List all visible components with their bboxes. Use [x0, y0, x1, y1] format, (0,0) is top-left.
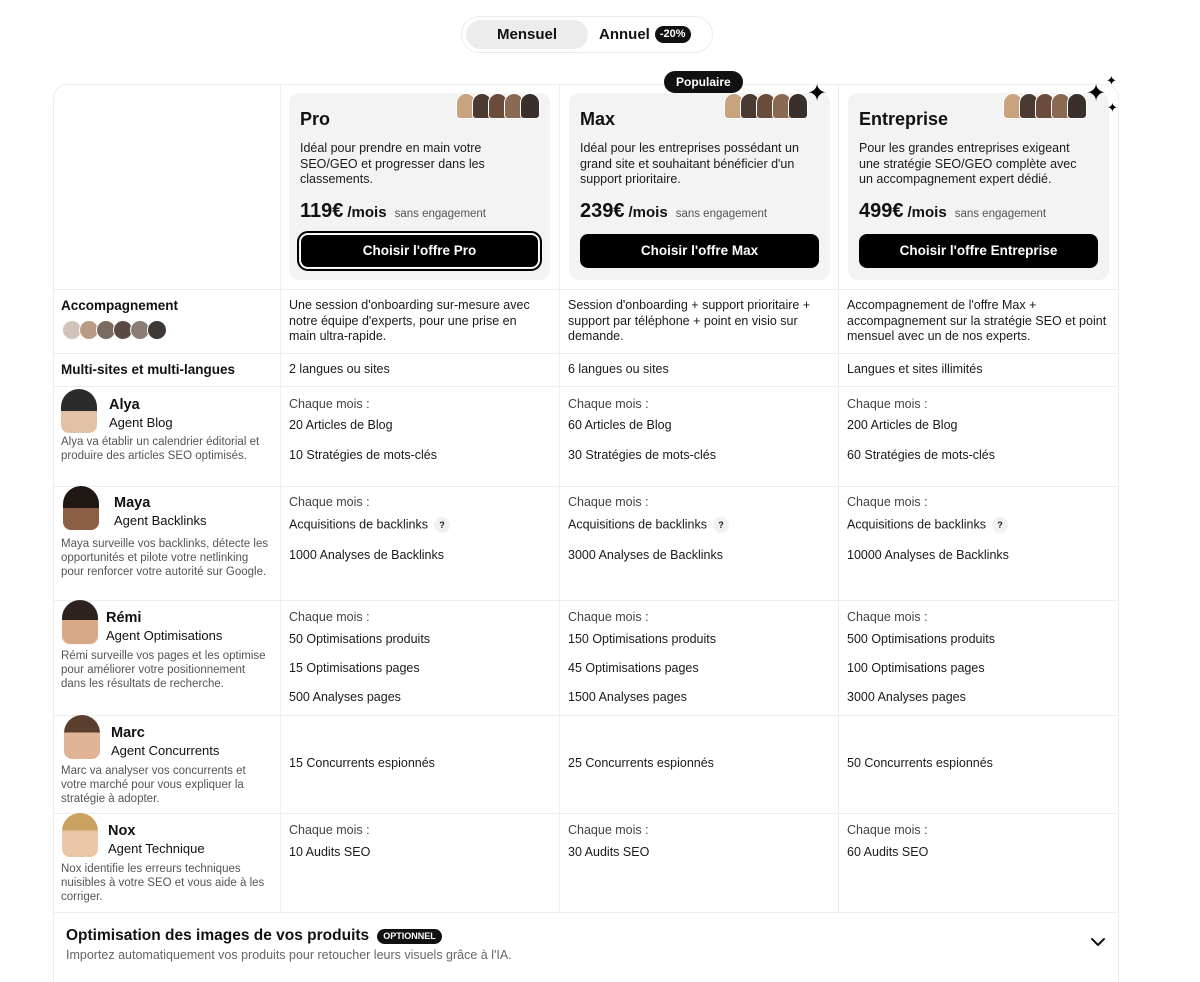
plan-description: Idéal pour prendre en main votre SEO/GEO et progresser dans les classements.: [300, 141, 485, 186]
acquisition-label: Acquisitions de backlinks: [568, 517, 707, 532]
backlinks-acquisition: [847, 517, 1008, 533]
each-month-label: Chaque mois :: [289, 610, 370, 624]
plan-value: 100 Optimisations pages: [847, 661, 985, 675]
row-divider: [54, 715, 1118, 716]
multisites-pro: 2 langues ou sites: [289, 362, 390, 376]
discount-badge: -20%: [655, 26, 691, 43]
avatar: [61, 389, 97, 433]
row-divider: [54, 600, 1118, 601]
multisites-max: 6 langues ou sites: [568, 362, 669, 376]
row-divider: [54, 289, 1118, 290]
row-divider: [54, 912, 1118, 913]
column-divider: [838, 84, 839, 912]
row-label-multisites: Multi-sites et multi-langues: [61, 362, 236, 377]
multisites-entreprise: Langues et sites illimités: [847, 362, 983, 376]
plan-name: Max: [580, 109, 616, 129]
plan-value: 20 Articles de Blog: [289, 418, 393, 432]
agents-avatars: [1007, 93, 1087, 119]
plan-price: [859, 200, 1046, 223]
row-label-accompagnement: Accompagnement: [61, 298, 179, 313]
plan-card-entreprise: [848, 93, 1109, 280]
plan-value: 15 Optimisations pages: [289, 661, 420, 675]
each-month-label: Chaque mois :: [847, 823, 928, 837]
price-note: sans engagement: [954, 208, 1047, 220]
monthly-option[interactable]: Mensuel: [466, 20, 588, 49]
help-icon[interactable]: ?: [434, 517, 450, 533]
accompagnement-entreprise: Accompagnement de l'offre Max + accompagnement sur la stratégie SEO et point mensuel avec un de nos experts.: [847, 298, 1107, 343]
plan-value: 60 Audits SEO: [847, 845, 929, 859]
plan-value: 3000 Analyses pages: [847, 690, 966, 704]
sparkle-icon: ✦: [1086, 80, 1107, 107]
agent-description: Marc va analyser vos concurrents et votre marché pour vous expliquer la stratégie à adopter.: [61, 765, 246, 805]
plan-name: Entreprise: [859, 109, 949, 129]
each-month-label: Chaque mois :: [289, 495, 370, 509]
price-note: sans engagement: [394, 208, 487, 220]
plan-value: 60 Articles de Blog: [568, 418, 672, 432]
each-month-label: Chaque mois :: [847, 495, 928, 509]
plan-value: 15 Concurrents espionnés: [289, 756, 435, 770]
choose-max-button[interactable]: Choisir l'offre Max: [580, 234, 819, 268]
plan-value: 200 Articles de Blog: [847, 418, 958, 432]
team-avatars: [62, 320, 164, 340]
plan-value: 3000 Analyses de Backlinks: [568, 548, 723, 562]
plan-value: 45 Optimisations pages: [568, 661, 699, 675]
agent-name: Nox: [108, 823, 136, 839]
option-title-text: Optimisation des images de vos produits: [66, 927, 370, 944]
billing-toggle: [461, 16, 713, 53]
plan-value: 10 Stratégies de mots-clés: [289, 448, 437, 462]
plan-card-max: [569, 93, 830, 280]
option-title[interactable]: [66, 927, 442, 945]
each-month-label: Chaque mois :: [568, 823, 649, 837]
agent-description: Alya va établir un calendrier éditorial et produire des articles SEO optimisés.: [61, 436, 260, 462]
each-month-label: Chaque mois :: [568, 495, 649, 509]
plan-description: Idéal pour les entreprises possédant un grand site et souhaitant bénéficier d'un support prioritaire.: [580, 141, 799, 186]
option-description: Importez automatiquement vos produits pour retoucher leurs visuels grâce à l'IA.: [66, 948, 512, 962]
price-period: /mois: [347, 204, 387, 221]
plan-price: [580, 200, 767, 223]
plan-description: Pour les grandes entreprises exigeant une stratégie SEO/GEO complète avec un accompagnement expert dédié.: [859, 141, 1077, 186]
plan-value: 1500 Analyses pages: [568, 690, 687, 704]
price-amount: 119€: [300, 200, 344, 222]
choose-entreprise-button[interactable]: Choisir l'offre Entreprise: [859, 234, 1098, 268]
each-month-label: Chaque mois :: [568, 610, 649, 624]
agent-name: Maya: [114, 495, 151, 511]
agent-description: Maya surveille vos backlinks, détecte les opportunités et pilote votre netlinking pour renforcer votre autorité sur Google.: [61, 538, 269, 578]
plan-value: 50 Optimisations produits: [289, 632, 431, 646]
each-month-label: Chaque mois :: [847, 397, 928, 411]
plan-value: 60 Stratégies de mots-clés: [847, 448, 995, 462]
chevron-down-icon[interactable]: [1089, 933, 1107, 951]
plan-value: 1000 Analyses de Backlinks: [289, 548, 444, 562]
agent-role: Agent Concurrents: [111, 743, 220, 758]
each-month-label: Chaque mois :: [289, 823, 370, 837]
row-divider: [54, 486, 1118, 487]
optional-badge: OPTIONNEL: [377, 929, 442, 944]
annual-label: Annuel: [599, 26, 650, 43]
annual-option[interactable]: [599, 20, 691, 49]
price-period: /mois: [628, 204, 668, 221]
row-divider: [54, 353, 1118, 354]
price-note: sans engagement: [675, 208, 768, 220]
choose-pro-button[interactable]: Choisir l'offre Pro: [300, 234, 539, 268]
each-month-label: Chaque mois :: [847, 610, 928, 624]
agents-avatars: [460, 93, 540, 119]
plan-value: 30 Stratégies de mots-clés: [568, 448, 716, 462]
help-icon[interactable]: ?: [992, 517, 1008, 533]
price-amount: 239€: [580, 200, 625, 222]
plan-value: 10 Audits SEO: [289, 845, 371, 859]
agents-avatars: [728, 93, 808, 119]
plan-name: Pro: [300, 109, 331, 129]
accompagnement-max: Session d'onboarding + support prioritaire + support par téléphone + point en visio sur demande.: [568, 298, 811, 343]
avatar: [63, 486, 99, 530]
agent-description: Rémi surveille vos pages et les optimise pour améliorer votre positionnement dans les résultats de recherche.: [61, 650, 266, 690]
plan-value: 30 Audits SEO: [568, 845, 650, 859]
sparkle-icon: ✦: [807, 80, 828, 107]
backlinks-acquisition: [568, 517, 729, 533]
price-amount: 499€: [859, 200, 904, 222]
row-divider: [54, 813, 1118, 814]
each-month-label: Chaque mois :: [289, 397, 370, 411]
plan-card-pro: [289, 93, 550, 280]
accompagnement-pro: Une session d'onboarding sur-mesure avec notre équipe d'experts, pour une prise en main ultra-rapide.: [289, 298, 530, 343]
plan-value: 50 Concurrents espionnés: [847, 756, 993, 770]
plan-value: 25 Concurrents espionnés: [568, 756, 714, 770]
acquisition-label: Acquisitions de backlinks: [847, 517, 986, 532]
plan-value: 500 Analyses pages: [289, 690, 401, 704]
agent-role: Agent Technique: [108, 841, 205, 856]
agent-role: Agent Blog: [109, 415, 173, 430]
agent-description: Nox identifie les erreurs techniques nuisibles à votre SEO et vous aide à les corriger.: [61, 863, 265, 903]
each-month-label: Chaque mois :: [568, 397, 649, 411]
sparkle-icon: ✦: [1107, 100, 1118, 115]
backlinks-acquisition: [289, 517, 450, 533]
plan-price: [300, 200, 486, 223]
help-icon[interactable]: ?: [713, 517, 729, 533]
sparkle-icon: ✦: [1106, 73, 1117, 88]
agent-role: Agent Optimisations: [106, 628, 223, 643]
column-divider: [559, 84, 560, 912]
agent-role: Agent Backlinks: [114, 513, 207, 528]
column-divider: [280, 84, 281, 912]
popular-badge: Populaire: [664, 71, 743, 93]
agent-name: Marc: [111, 725, 145, 741]
avatar: [62, 813, 98, 857]
avatar: [64, 715, 100, 759]
price-period: /mois: [907, 204, 947, 221]
agent-name: Alya: [109, 397, 140, 413]
row-divider: [54, 386, 1118, 387]
plan-value: 10000 Analyses de Backlinks: [847, 548, 1009, 562]
plan-value: 500 Optimisations produits: [847, 632, 995, 646]
agent-name: Rémi: [106, 610, 142, 626]
avatar: [62, 600, 98, 644]
acquisition-label: Acquisitions de backlinks: [289, 517, 428, 532]
plan-value: 150 Optimisations produits: [568, 632, 716, 646]
